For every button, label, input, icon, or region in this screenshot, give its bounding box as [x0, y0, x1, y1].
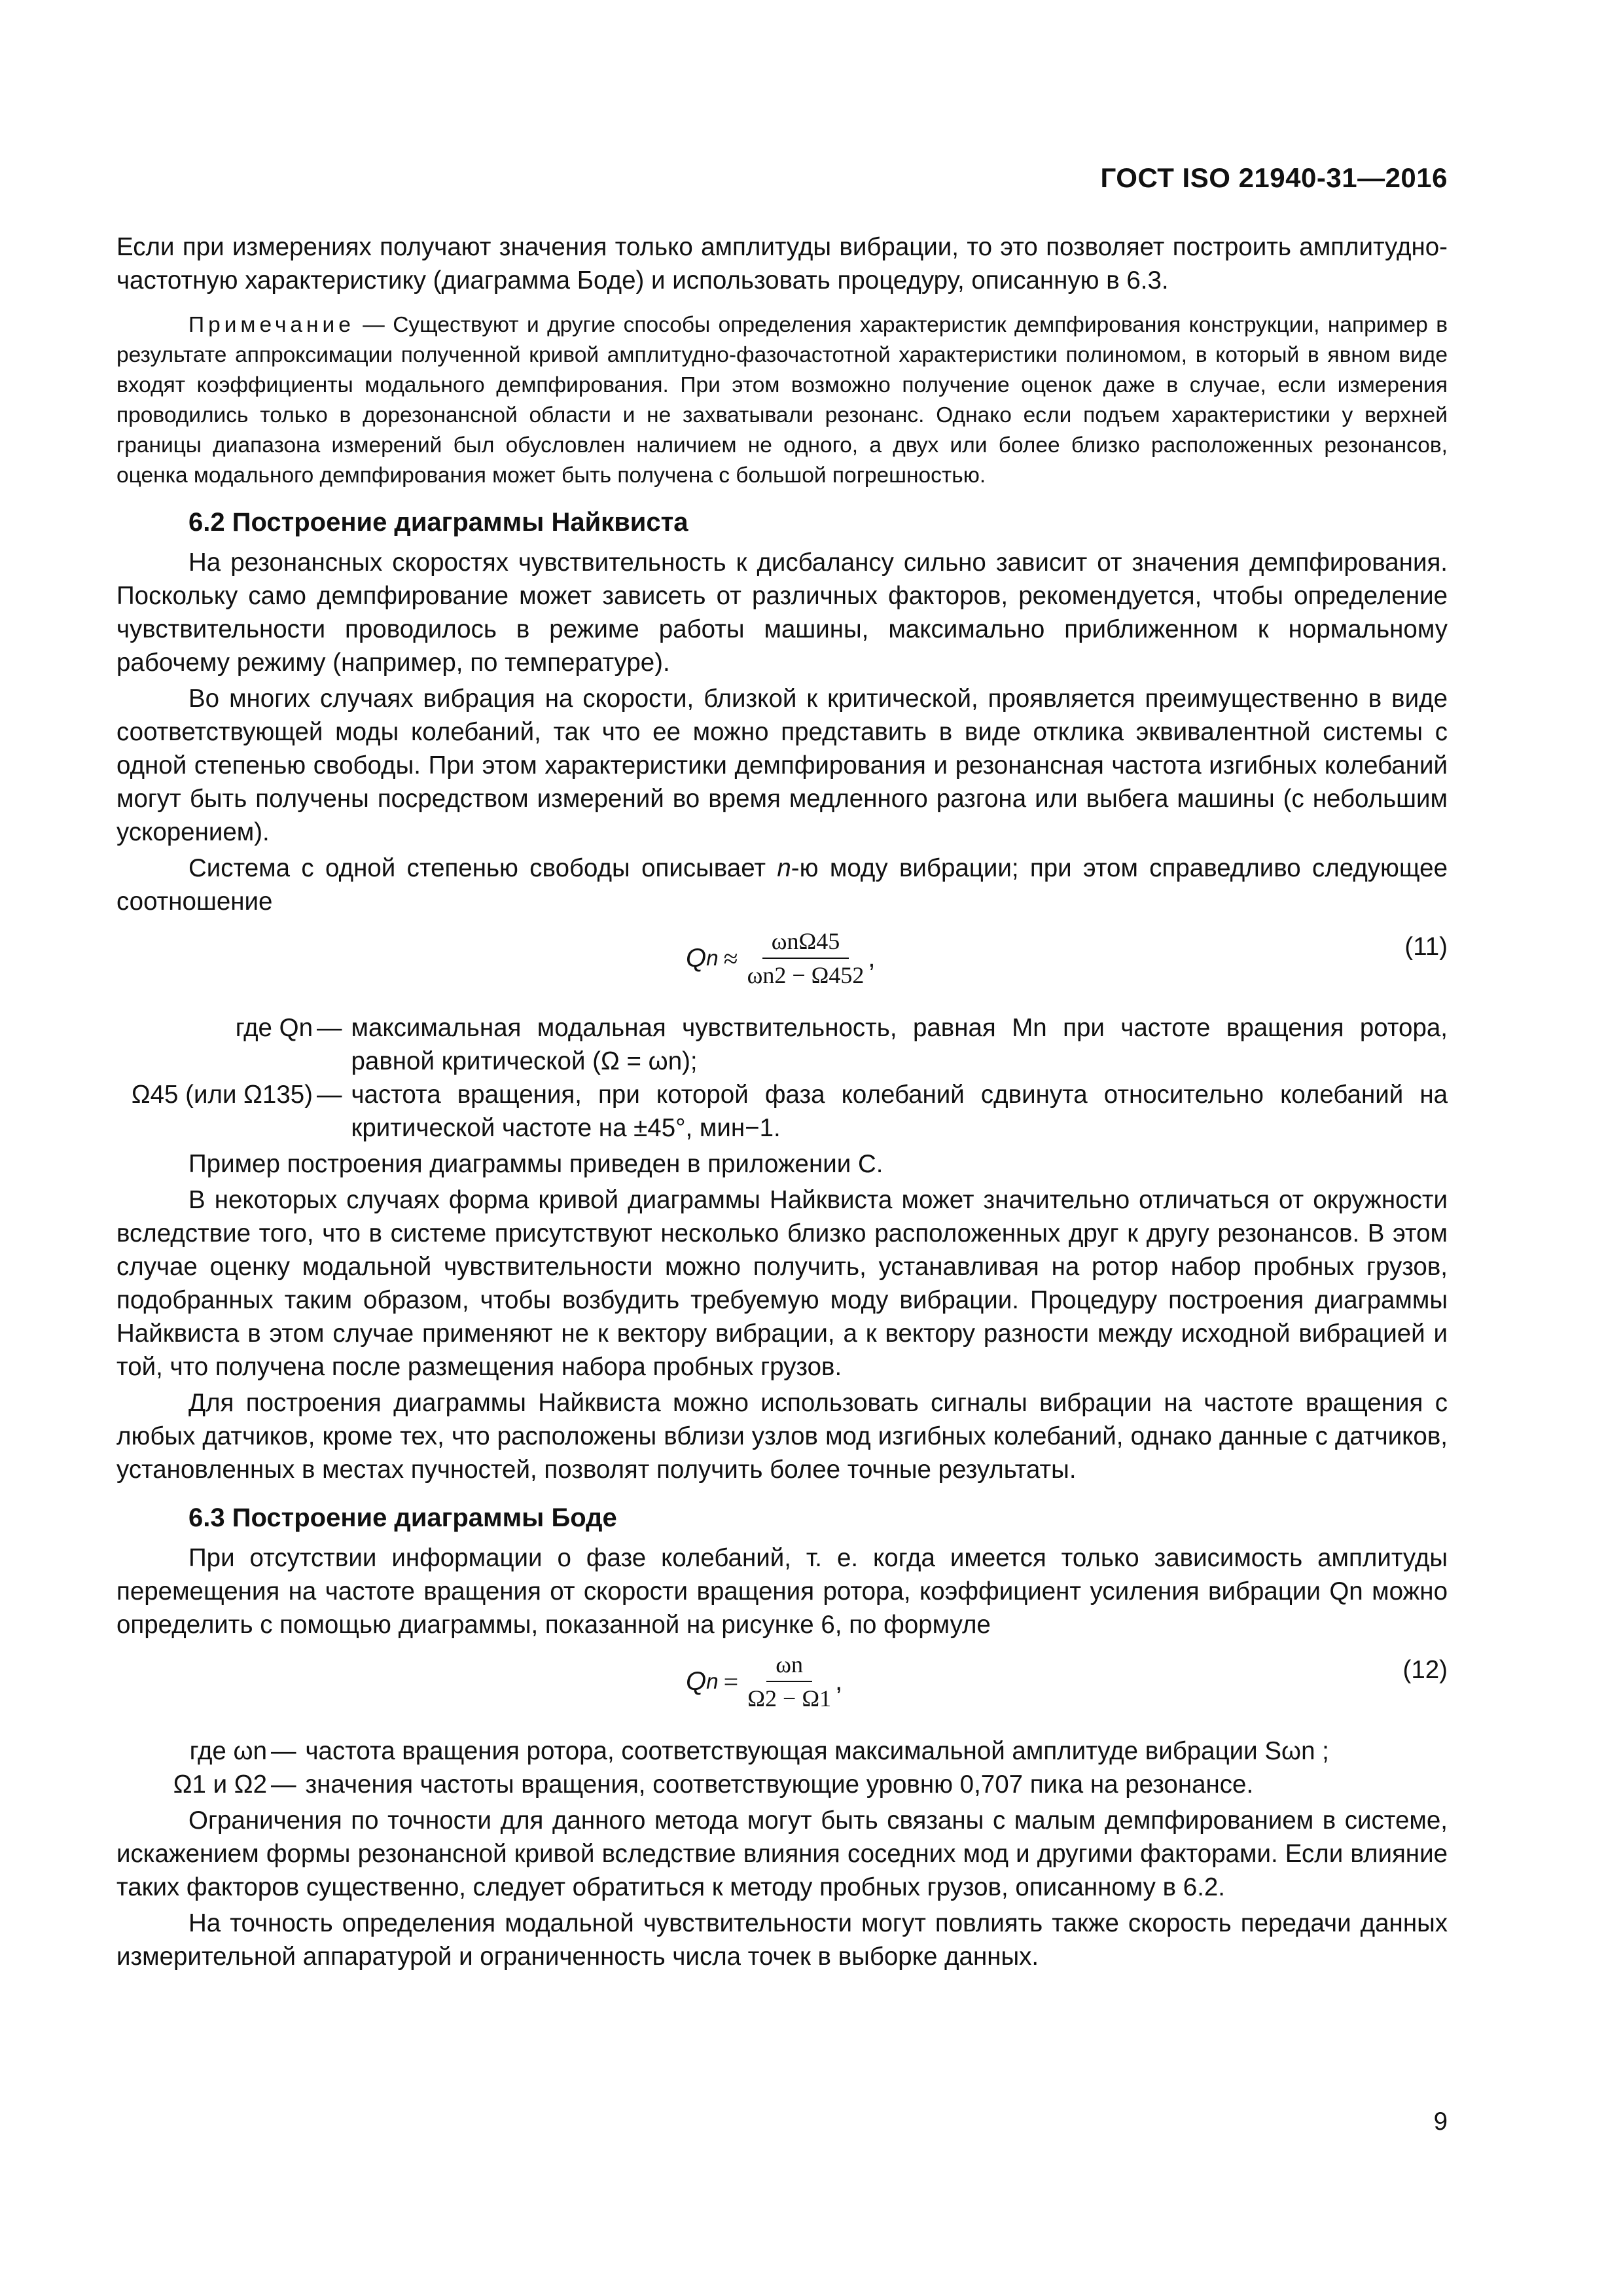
- section-6-2-paragraph-3: [116, 852, 1448, 918]
- eq12-tail: ,: [835, 1666, 843, 1696]
- page-content: [116, 230, 1448, 1973]
- eq12-lhs-sub: n: [706, 1669, 719, 1694]
- eq11-denominator: [747, 959, 865, 989]
- legend-description: значения частоты вращения, соответствующие уровню 0,707 пика на резонансе.: [305, 1770, 1254, 1799]
- equation-11-formula: [686, 927, 876, 989]
- section-6-3-paragraph-1: При отсутствии информации о фазе колебаний, т. е. когда имеется только зависимость амплитуды перемещения на частоте вращения от скорости вращения ротора, коэффициент усиления вибрации Qn можно определить с помощью диаграммы, показанной на рисунке 6, по формуле: [116, 1544, 1448, 1639]
- legend-description: частота вращения ротора, соответствующая максимальной амплитуде вибрации Sωn ;: [305, 1737, 1329, 1765]
- legend-row: [116, 1734, 1329, 1768]
- eq11-den-a: ωn2: [747, 962, 787, 988]
- legend-row: [116, 1078, 1448, 1145]
- section-6-2-heading: 6.2 Построение диаграммы Найквиста: [188, 508, 688, 537]
- intro-paragraph: Если при измерениях получают значения только амплитуды вибрации, то это позволяет построить амплитудно-частотную характеристику (диаграмма Боде) и использовать процедуру, описанную в 6.3.: [116, 233, 1448, 295]
- legend-term: где ωn: [189, 1737, 267, 1765]
- eq12-relation: =: [723, 1666, 739, 1696]
- legend-term: где Qn: [235, 1014, 313, 1042]
- eq12-denominator: [747, 1682, 831, 1712]
- page-number: 9: [1433, 2108, 1448, 2136]
- section-6-2-paragraph-4: Пример построения диаграммы приведен в приложении С.: [188, 1150, 883, 1178]
- section-6-3-paragraph-2: Ограничения по точности для данного метода могут быть связаны с малым демпфированием в системе, искажением формы резонансной кривой вследствие влияния соседних мод и другими факторами. Если влияние таких факторов существенно, следует обратиться к методу пробных грузов, описанному в 6.2.: [116, 1806, 1448, 1901]
- eq12-den-a: Ω2: [747, 1685, 777, 1712]
- eq12-den-minus: −: [783, 1685, 796, 1712]
- legend-term: Ω1 и Ω2: [173, 1770, 267, 1799]
- eq12-lhs: Q: [686, 1666, 707, 1696]
- legend-description: максимальная модальная чувствительность, равная Mn при частоте вращения ротора, равной критической (Ω = ωn);: [351, 1014, 1448, 1075]
- p3-variable: n: [777, 854, 791, 882]
- legend-description: частота вращения, при которой фаза колебаний сдвинута относительно колебаний на критической частоте на ±45°, мин−1.: [351, 1081, 1448, 1142]
- eq11-relation: ≈: [723, 943, 738, 973]
- equation-12-formula: [686, 1651, 842, 1712]
- legend-term: Ω45 (или Ω135): [131, 1081, 313, 1109]
- eq11-den-minus: −: [792, 962, 806, 988]
- equation-11-number: (11): [1404, 933, 1448, 961]
- eq12-den-b: Ω1: [802, 1685, 832, 1712]
- section-6-2-paragraph-5: В некоторых случаях форма кривой диаграммы Найквиста может значительно отличаться от окружности вследствие того, что в системе присутствуют несколько близко расположенных друг к другу резонансов. В этом случае оценку модальной чувствительности можно получить, устанавливая на ротор набор пробных грузов, подобранных таким образом, чтобы возбудить требуемую моду вибрации. Процедуру построения диаграммы Найквиста в этом случае применяют не к вектору вибрации, а к вектору разности между исходной вибрацией и той, что получена после размещения набора пробных грузов.: [116, 1186, 1448, 1381]
- equation-12-legend: [116, 1734, 1329, 1801]
- note-paragraph: [116, 310, 1448, 491]
- eq11-numerator: ωnΩ45: [762, 927, 849, 959]
- section-6-3-paragraph-3: На точность определения модальной чувствительности могут повлиять также скорость передачи данных измерительной аппаратурой и ограниченность числа точек в выборке данных.: [116, 1909, 1448, 1971]
- p3-text-after: -ю моду вибрации; при этом справедливо следующее соотношение: [116, 854, 1448, 916]
- p3-text-before: Система с одной степенью свободы описывает: [188, 854, 777, 882]
- legend-dash: —: [317, 1014, 342, 1042]
- eq11-lhs: Q: [686, 943, 707, 973]
- legend-dash: —: [317, 1081, 342, 1109]
- equation-12-number: (12): [1402, 1656, 1448, 1684]
- section-6-3-heading: 6.3 Построение диаграммы Боде: [188, 1503, 617, 1532]
- eq11-lhs-sub: n: [706, 946, 719, 971]
- eq11-tail: ,: [868, 943, 876, 973]
- equation-11: [116, 927, 1448, 1006]
- eq12-fraction: [747, 1651, 831, 1712]
- legend-dash: —: [271, 1770, 296, 1799]
- eq11-den-b: Ω452: [811, 962, 865, 988]
- section-6-2-paragraph-1: На резонансных скоростях чувствительность к дисбалансу сильно зависит от значения демпфирования. Поскольку само демпфирование может зависеть от различных факторов, рекомендуется, чтобы определение чувствительности проводилось в режиме работы машины, максимально приближенном к нормальному рабочему режиму (например, по температуре).: [116, 548, 1448, 677]
- equation-11-legend: [116, 1011, 1448, 1145]
- note-label: Примечание: [188, 313, 355, 337]
- document-id-header: ГОСТ ISO 21940-31—2016: [1100, 162, 1448, 193]
- section-6-2-paragraph-6: Для построения диаграммы Найквиста можно использовать сигналы вибрации на частоте вращения с любых датчиков, кроме тех, что расположены вблизи узлов мод изгибных колебаний, однако данные с датчиков, установленных в местах пучностей, позволят получить более точные результаты.: [116, 1389, 1448, 1484]
- section-6-2-paragraph-2: Во многих случаях вибрация на скорости, близкой к критической, проявляется преимущественно в виде соответствующей моды колебаний, так что ее можно представить в виде отклика эквивалентной системы с одной степенью свободы. При этом характеристики демпфирования и резонансная частота изгибных колебаний могут быть получены посредством измерений во время медленного разгона или выбега машины (с небольшим ускорением).: [116, 685, 1448, 846]
- note-text: — Существуют и другие способы определения характеристик демпфирования конструкции, например в результате аппроксимации полученной кривой амплитудно-фазочастотной характеристики полиномом, в который в явном виде входят коэффициенты модального демпфирования. При этом возможно получение оценок даже в случае, если измерения проводились только в дорезонансной области и не захватывали резонанс. Однако если подъем характеристики у верхней границы диапазона измерений был обусловлен наличием не одного, а двух или более близко расположенных резонансов, оценка модального демпфирования может быть получена с большой погрешностью.: [116, 313, 1448, 488]
- legend-row: [116, 1768, 1329, 1801]
- eq12-numerator: ωn: [766, 1651, 812, 1682]
- legend-row: [116, 1011, 1448, 1078]
- equation-12: [116, 1651, 1448, 1729]
- eq11-fraction: [747, 927, 865, 989]
- legend-dash: —: [271, 1737, 296, 1765]
